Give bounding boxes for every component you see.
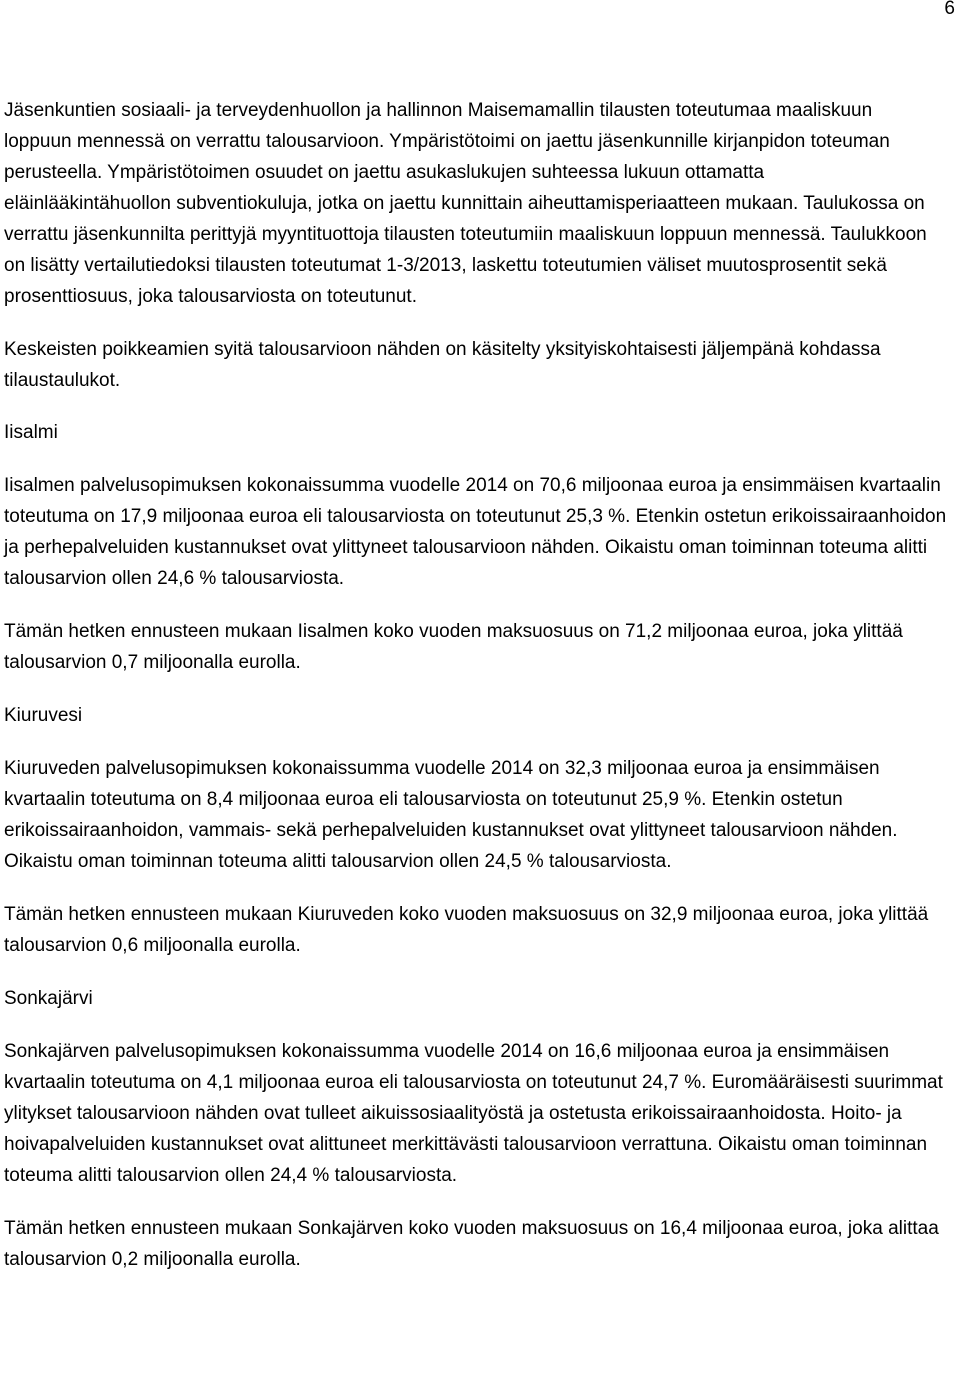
section-iisalmi — [4, 417, 954, 678]
intro-paragraph-2: Keskeisten poikkeamien syitä talousarvioon nähden on käsitelty yksityiskohtaisesti jäljempänä kohdassa tilaustaulukot. — [4, 339, 881, 391]
section-body: Sonkajärven palvelusopimuksen kokonaissumma vuodelle 2014 on 16,6 miljoonaa euroa ja ensimmäisen kvartaalin toteutuma on 4,1 miljoonaa euroa eli talousarviosta on toteutunut 24,7 %. Euromääräisesti suurimmat ylitykset talousarvioon nähden ovat tulleet aikuissosiaalityöstä ja ostetusta erikoissairaanhoidosta. Hoito- ja hoivapalveluiden kustannukset ovat alittuneet merkittävästi talousarvioon verrattuna. Oikaistu oman toiminnan toteuma alitti talousarvion ollen 24,4 % talousarviosta. — [4, 1041, 943, 1186]
section-forecast: Tämän hetken ennusteen mukaan Kiuruveden koko vuoden maksuosuus on 32,9 miljoonaa euroa, joka ylittää talousarvion 0,6 miljoonalla eurolla. — [4, 904, 929, 956]
page-content — [4, 95, 954, 1297]
section-kiuruvesi — [4, 700, 954, 961]
section-heading: Kiuruvesi — [4, 705, 83, 726]
section-body: Iisalmen palvelusopimuksen kokonaissumma vuodelle 2014 on 70,6 miljoonaa euroa ja ensimmäisen kvartaalin toteutuma on 17,9 miljoonaa euroa eli talousarviosta on toteutunut 25,3 %. Etenkin ostetun erikoissairaanhoidon ja perhepalveluiden kustannukset ovat ylittyneet talousarvioon nähden. Oikaistu oman toiminnan toteuma alitti talousarvion ollen 24,6 % talousarviosta. — [4, 475, 947, 589]
section-heading: Sonkajärvi — [4, 988, 93, 1009]
section-forecast: Tämän hetken ennusteen mukaan Sonkajärven koko vuoden maksuosuus on 16,4 miljoonaa euroa, joka alittaa talousarvion 0,2 miljoonalla eurolla. — [4, 1218, 939, 1270]
section-sonkajarvi — [4, 983, 954, 1275]
section-forecast: Tämän hetken ennusteen mukaan Iisalmen koko vuoden maksuosuus on 71,2 miljoonaa euroa, joka ylittää talousarvion 0,7 miljoonalla eurolla. — [4, 621, 903, 673]
page-number: 6 — [944, 0, 955, 19]
intro-paragraph-1: Jäsenkuntien sosiaali- ja terveydenhuollon ja hallinnon Maisemamallin tilausten toteutumaa maaliskuun loppuun mennessä on verrattu talousarvioon. Ympäristötoimi on jaettu jäsenkunnille kirjanpidon toteuman perusteella. Ympäristötoimen osuudet on jaettu asukaslukujen suhteessa lukuun ottamatta eläinlääkintähuollon subventiokuluja, jotka on jaettu kunnittain aiheuttamisperiaatteen mukaan. Taulukossa on verrattu jäsenkunnilta perittyjä myyntituottoja tilausten toteutumiin maaliskuun loppuun mennessä. Taulukkoon on lisätty vertailutiedoksi tilausten toteutumat 1-3/2013, laskettu toteutumien väliset muutosprosentit sekä prosenttiosuus, joka talousarviosta on toteutunut. — [4, 100, 927, 307]
section-heading: Iisalmi — [4, 422, 58, 443]
section-body: Kiuruveden palvelusopimuksen kokonaissumma vuodelle 2014 on 32,3 miljoonaa euroa ja ensimmäisen kvartaalin toteutuma on 8,4 miljoonaa euroa eli talousarviosta on toteutunut 25,9 %. Etenkin ostetun erikoissairaanhoidon, vammais- sekä perhepalveluiden kustannukset ovat ylittyneet talousarvioon nähden. Oikaistu oman toiminnan toteuma alitti talousarvion ollen 24,5 % talousarviosta. — [4, 758, 898, 872]
